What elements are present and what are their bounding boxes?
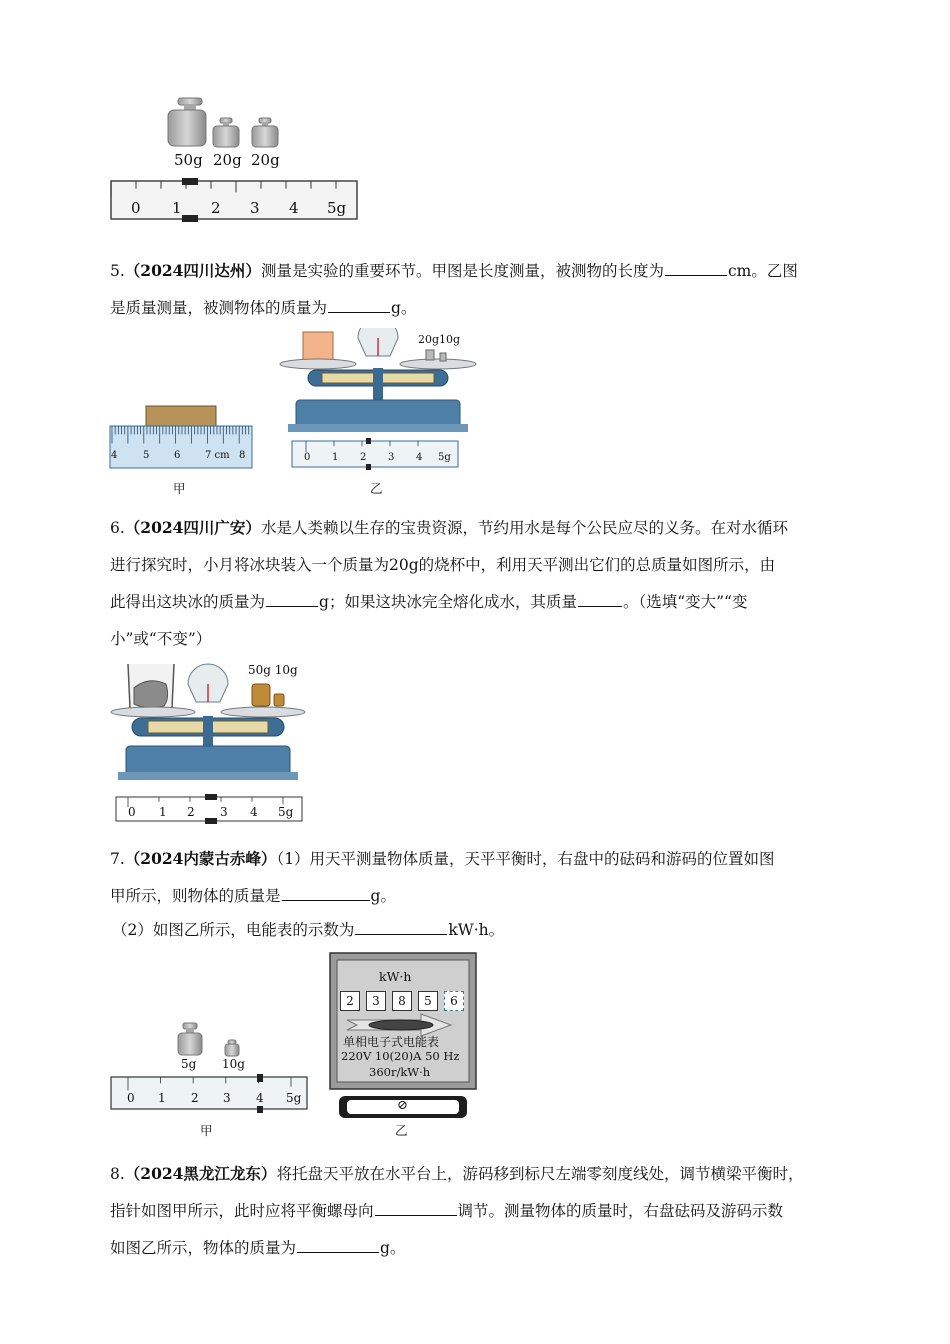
figure-caption: 乙 [395,1123,408,1138]
question-7: 7.（2024内蒙古赤峰）（1）用天平测量物体质量，天平平衡时，右盘中的砝码和游码的位置如图 甲所示，则物体的质量是 g。 [110,849,775,905]
meter-rating-label: 220V 10(20)A 50 Hz [341,1049,460,1063]
weight-5g-icon [178,1023,202,1055]
tick-label: 3 [220,805,228,819]
weight-icon [440,353,446,361]
tick-label: 4 [416,452,423,463]
weight-label: 20g [213,151,242,169]
tick-label: 1 [172,199,182,217]
tick-label: 8 [239,450,246,461]
tick-label: 2 [360,452,367,463]
figure-q5-yi [278,328,478,473]
tick-label: 1 [159,805,167,819]
meter-type-label: 单相电子式电能表 [343,1035,440,1049]
tick-label: 1 [332,452,339,463]
meter-terminal-icon: ⊘ [397,1098,408,1113]
meter-constant-label: 360r/kW·h [369,1065,431,1079]
figure-q7-yi-energy-meter [329,952,477,1122]
question-source: （2024四川广安） [124,518,261,537]
tick-label: 0 [127,1091,135,1105]
weight-label: 50g [174,151,203,169]
rider-icon [182,178,198,185]
meter-digit: 3 [366,991,386,1011]
weight-20g-icon [213,118,239,147]
meter-digit: 2 [340,991,360,1011]
weight-icon [426,350,434,360]
figure-top-weights-scale [108,95,368,225]
meter-disc-icon [369,1020,433,1030]
tick-label: 5g [286,1091,302,1105]
answer-blank[interactable] [297,1236,379,1253]
weight-label: 20g [251,151,280,169]
weight-50g-icon [168,98,206,146]
tick-label: 1 [158,1091,166,1105]
question-number: 7. [110,850,125,868]
tick-label: 2 [211,199,221,217]
tick-label: 5 [143,450,150,461]
answer-blank[interactable] [266,590,318,607]
question-7-part-2: （2）如图乙所示，电能表的示数为 kW·h。 [112,912,842,949]
tick-label: 4 [289,199,299,217]
question-5: 5.（2024四川达州）测量是实验的重要环节。甲图是长度测量，被测物的长度为 cm。乙图 是质量测量，被测物体的质量为 g。 [110,261,798,317]
answer-blank[interactable] [578,590,622,607]
weights-label: 20g10g [418,333,461,346]
figure-caption: 甲 [200,1123,213,1138]
answer-blank[interactable] [665,259,727,276]
question-source: （2024内蒙古赤峰） [124,849,277,868]
weights-label: 50g 10g [248,663,298,677]
rider-icon [366,438,371,444]
tick-label: 2 [191,1091,199,1105]
meter-digit: 8 [392,991,412,1011]
tick-label: 3 [223,1091,231,1105]
measured-block-icon [146,406,216,426]
balance-illustration [108,658,308,826]
rider-icon [205,794,217,800]
weights-scale-illustration [108,1020,313,1115]
tick-label: 7 cm [205,450,230,461]
tick-label: 4 [256,1091,264,1105]
tick-label: 5g [278,805,294,819]
question-6: 6.（2024四川广安）水是人类赖以生存的宝贵资源，节约用水是每个公民应尽的义务。在对水循环 进行探究时，小月将冰块装入一个质量为20g的烧杯中，利用天平测出它们的总质量如图所示，由 此得出这块冰的质量为 g；如果这块冰完全熔化成水，其质量 。（选填“变大”“变 小”或“不变”） [110,518,788,648]
figure-q7-jia [108,1020,313,1115]
question-number: 5. [110,262,125,280]
length-ruler-illustration [108,402,258,472]
weight-label: 10g [222,1057,245,1071]
figure-caption: 乙 [370,481,383,496]
figure-q5-jia [108,402,258,477]
weight-20g-icon [252,118,278,147]
tick-label: 4 [111,450,118,461]
tick-label: 0 [304,452,311,463]
answer-blank[interactable] [328,296,390,313]
meter-digit: 5 [418,991,438,1011]
weight-10g-icon [274,694,284,706]
question-number: 6. [110,519,125,537]
rider-icon [257,1074,263,1082]
tick-label: 4 [250,805,258,819]
measured-object-icon [303,332,333,362]
tick-label: 3 [250,199,260,217]
figure-q6-balance [108,658,308,826]
tick-label: 0 [128,805,136,819]
tick-label: 2 [187,805,195,819]
figure-caption: 甲 [173,481,186,496]
tick-label: 0 [131,199,141,217]
tick-label: 5g [438,452,451,463]
question-source: （2024四川达州） [124,261,261,280]
rider-scale [111,181,357,219]
tick-label: 6 [174,450,181,461]
weight-50g-icon [252,684,270,706]
answer-blank[interactable] [282,884,370,901]
question-number: 8. [110,1165,125,1183]
question-8: 8.（2024黑龙江龙东）将托盘天平放在水平台上，游码移到标尺左端零刻度线处，调节横梁平衡时， 指针如图甲所示，此时应将平衡螺母向 调节。测量物体的质量时，右盘砝码及游码示数 如图乙所示，物体的质量为 g。 [110,1164,804,1257]
tick-label: 3 [388,452,395,463]
question-source: （2024黑龙江龙东） [124,1164,277,1183]
answer-blank[interactable] [375,1199,457,1216]
weight-10g-icon [225,1040,239,1056]
tick-label: 5g [327,199,347,217]
weight-label: 5g [181,1057,197,1071]
ice-block-icon [134,681,168,708]
meter-unit: kW·h [379,969,412,984]
meter-digit-decimal: 6 [444,991,464,1011]
answer-blank[interactable] [355,918,447,935]
